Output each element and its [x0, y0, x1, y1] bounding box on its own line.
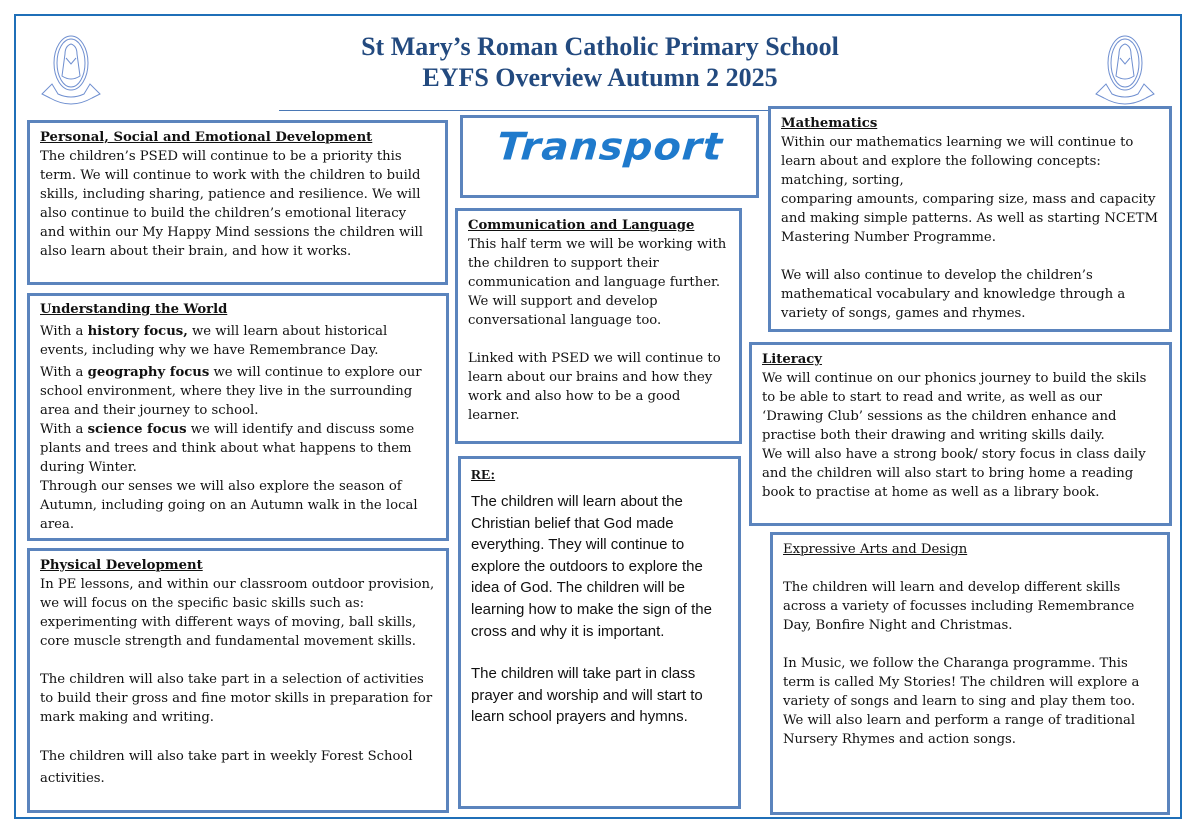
text-rest: we will identify and discuss some plants and trees and think about what happens to them during Winter. [40, 422, 415, 475]
section-heading: Literacy [762, 352, 822, 367]
section-heading: Understanding the World [40, 302, 228, 317]
focus-label: geography focus [87, 365, 210, 380]
topic-banner [460, 115, 759, 198]
section-text: The children will take part in class prayer and worship and will start to learn school prayers and hymns. [471, 665, 703, 726]
topic-title: Transport [494, 125, 725, 169]
section-literacy [749, 342, 1172, 526]
section-mathematics [768, 106, 1172, 332]
section-text: Linked with PSED we will continue to learn about our brains and how they work and also how to be a good learner. [468, 351, 721, 423]
section-text: We will continue on our phonics journey to build the skils to be able to start to read and write, as well as our ‘Drawing Club’ sessions as the children enhance and practise both their drawing and writing skills daily. [762, 371, 1147, 443]
section-text: The children’s PSED will continue to be a priority this term. We will continue to work with the children to build skills, including sharing, patience and resilience. We will also continue to build the children’s emotional literacy and within our My Happy Mind sessions the children will also learn about their brain, and how it works. [40, 149, 423, 259]
text-prefix: With a [40, 365, 88, 380]
section-text: The children will learn about the Christian belief that God made everything. They will continue to explore the outdoors to explore the idea of God. The children will be learning how to make the sign of the cross and why it is important. [471, 493, 712, 640]
section-expressive-arts-and-design [770, 532, 1170, 815]
section-understanding-the-world [27, 293, 449, 541]
school-crest-icon [36, 30, 106, 110]
section-text: Through our senses we will also explore the season of Autumn, including going on an Autumn walk in the local area. [40, 479, 418, 532]
section-text: In PE lessons, and within our classroom outdoor provision, we will focus on the specific basic skills such as: experimenting with different ways of moving, ball skills, core muscle strength and fundamental movement skills. [40, 577, 435, 649]
school-crest-icon [1090, 30, 1160, 110]
school-name: St Mary’s Roman Catholic Primary School [361, 32, 839, 61]
section-text: In Music, we follow the Charanga programme. This term is called My Stories! The children will explore a variety of songs and learn to sing and play them too. We will also learn and perform a range of traditional Nursery Rhymes and action songs. [783, 656, 1140, 747]
text-prefix: With a [40, 422, 88, 437]
text-prefix: With a [40, 324, 88, 339]
text-rest: we will learn about historical events, including why we have Remembrance Day. [40, 324, 388, 358]
page-title: EYFS Overview Autumn 2 2025 [422, 63, 778, 92]
text-rest: we will continue to explore our school environment, where they live in the surrounding area and their journey to school. [40, 365, 422, 418]
focus-label: history focus, [87, 324, 188, 339]
section-text: Within our mathematics learning we will continue to learn about and explore the following concepts: matching, sorting, [781, 135, 1134, 188]
section-heading: RE: [471, 468, 496, 483]
section-heading: Communication and Language [468, 218, 695, 233]
section-text: The children will also take part in weekly Forest School activities. [40, 749, 413, 786]
section-heading: Personal, Social and Emotional Development [40, 130, 373, 145]
section-text: The children will learn and develop different skills across a variety of focusses including Remembrance Day, Bonfire Night and Christmas. [783, 580, 1135, 633]
focus-label: science focus [87, 422, 187, 437]
section-heading: Expressive Arts and Design [783, 542, 968, 557]
section-text: This half term we will be working with the children to support their communication and language further. We will support and develop conversational language too. [468, 237, 727, 328]
geography-focus-text [40, 363, 436, 420]
history-focus-text [40, 322, 436, 360]
header-divider [279, 110, 769, 111]
section-communication-and-language [455, 208, 742, 444]
section-text: We will also have a strong book/ story focus in class daily and the children will also start to bring home a reading book to practise at home as well as a library book. [762, 447, 1146, 500]
section-heading: Mathematics [781, 116, 878, 131]
section-physical-development [27, 548, 449, 813]
section-psed [27, 120, 448, 285]
section-heading: Physical Development [40, 558, 203, 573]
section-re [458, 456, 741, 809]
section-text: comparing amounts, comparing size, mass and capacity and making simple patterns. As well as starting NCETM Mastering Number Programme. [781, 192, 1158, 245]
science-focus-text [40, 420, 436, 477]
section-text: We will also continue to develop the children’s mathematical vocabulary and knowledge through a variety of songs, games and rhymes. [781, 268, 1126, 321]
section-text: The children will also take part in a selection of activities to build their gross and fine motor skills in preparation for mark making and writing. [40, 672, 433, 725]
